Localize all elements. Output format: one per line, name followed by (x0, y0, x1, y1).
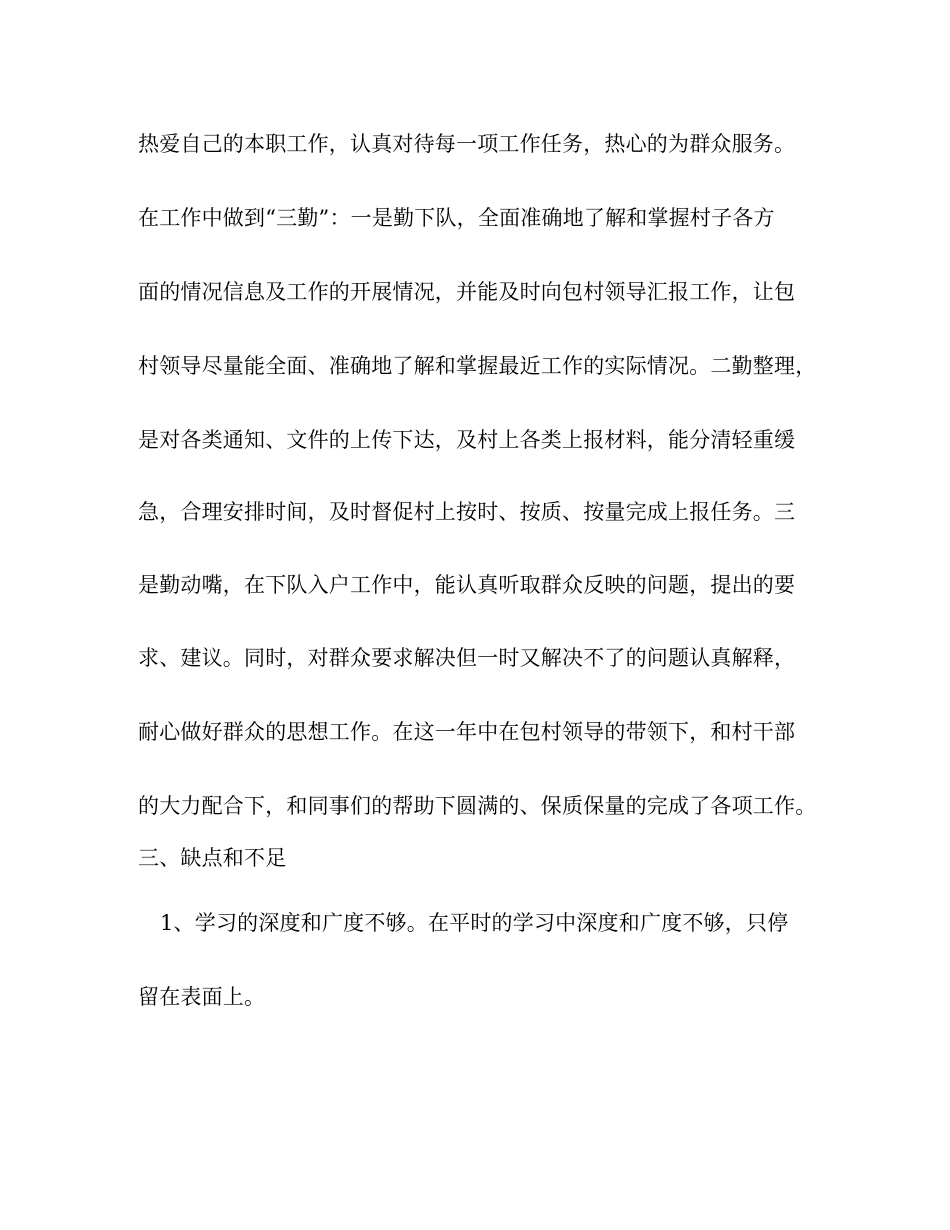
paragraph-line: 求、建议。同时，对群众要求解决但一时又解决不了的问题认真解释， (138, 646, 796, 670)
paragraph-line: 面的情况信息及工作的开展情况，并能及时向包村领导汇报工作，让包 (138, 280, 796, 304)
section-heading: 三、缺点和不足 (138, 846, 287, 870)
paragraph-line: 在工作中做到“三勤”：一是勤下队，全面准确地了解和掌握村子各方 (138, 206, 775, 230)
paragraph-line: 耐心做好群众的思想工作。在这一年中在包村领导的带领下，和村干部 (138, 720, 796, 744)
paragraph-line: 的大力配合下，和同事们的帮助下圆满的、保质保量的完成了各项工作。 (138, 794, 817, 818)
paragraph-line: 热爱自己的本职工作，认真对待每一项工作任务，热心的为群众服务。 (138, 132, 796, 156)
paragraph-line: 是勤动嘴，在下队入户工作中，能认真听取群众反映的问题，提出的要 (138, 573, 796, 597)
paragraph-line: 急，合理安排时间，及时督促村上按时、按质、按量完成上报任务。三 (138, 500, 796, 524)
list-item-continuation: 留在表面上。 (138, 985, 266, 1009)
paragraph-line: 是对各类通知、文件的上传下达，及村上各类上报材料，能分清轻重缓 (138, 428, 796, 452)
paragraph-line: 村领导尽量能全面、准确地了解和掌握最近工作的实际情况。二勤整理， (138, 354, 817, 378)
list-item: 1、学习的深度和广度不够。在平时的学习中深度和广度不够，只停 (160, 911, 789, 935)
